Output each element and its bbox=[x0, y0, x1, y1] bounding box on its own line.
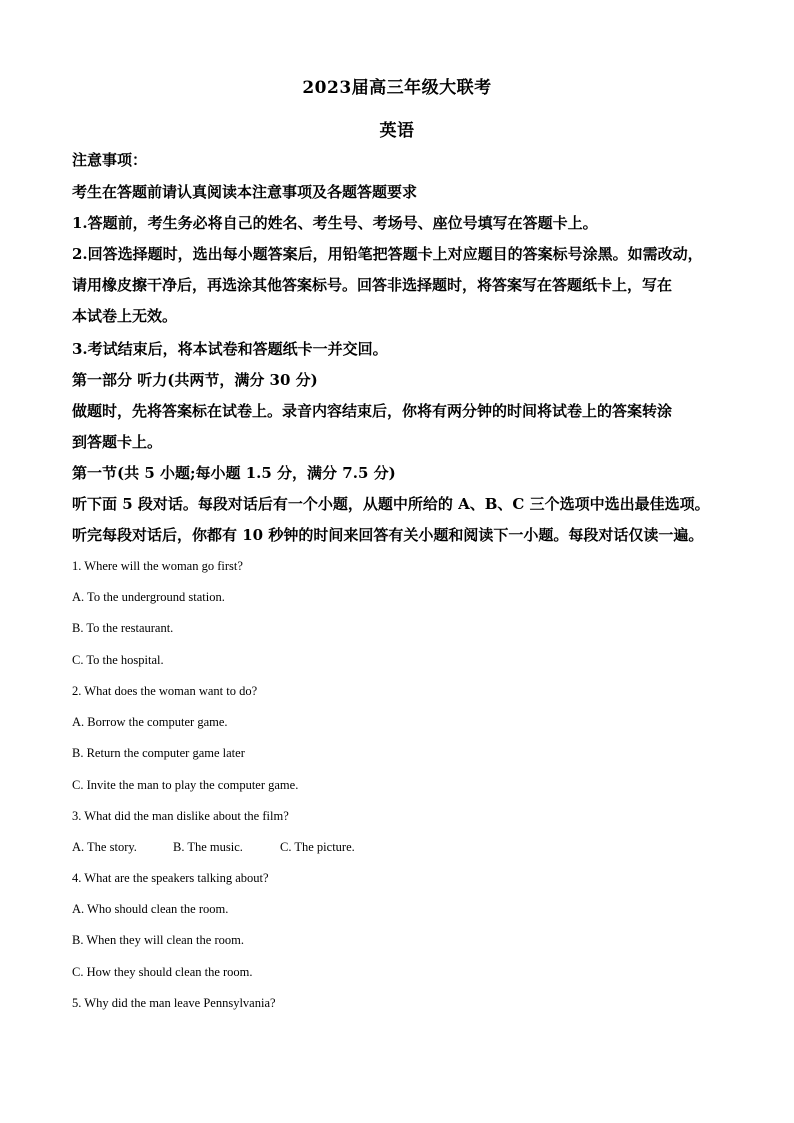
question-3-option-a: A. The story. bbox=[72, 840, 137, 854]
section1-instruction-line-1: 听下面 5 段对话。每段对话后有一个小题，从题中所给的 A、B、C 三个选项中选出最佳选项。 bbox=[72, 495, 710, 513]
notice-item-1: 1.答题前，考生务必将自己的姓名、考生号、考场号、座位号填写在答题卡上。 bbox=[72, 214, 598, 232]
question-4-stem: 4. What are the speakers talking about? bbox=[72, 871, 269, 885]
question-2-option-a: A. Borrow the computer game. bbox=[72, 715, 228, 729]
notice-heading: 注意事项： bbox=[72, 151, 148, 169]
question-4-option-a: A. Who should clean the room. bbox=[72, 902, 229, 916]
notice-item-2-line-1: 2.回答选择题时，选出每小题答案后，用铅笔把答题卡上对应题目的答案标号涂黑。如需改动， bbox=[72, 245, 703, 263]
question-3-stem: 3. What did the man dislike about the film? bbox=[72, 809, 289, 823]
section1-heading: 第一节(共 5 小题;每小题 1.5 分，满分 7.5 分) bbox=[72, 464, 396, 482]
question-2-stem: 2. What does the woman want to do? bbox=[72, 684, 258, 698]
notice-intro: 考生在答题前请认真阅读本注意事项及各题答题要求 bbox=[72, 183, 418, 201]
question-2-option-c: C. Invite the man to play the computer game. bbox=[72, 778, 299, 792]
notice-item-3: 3.考试结束后，将本试卷和答题纸卡一并交回。 bbox=[72, 340, 388, 358]
question-1-option-a: A. To the underground station. bbox=[72, 590, 225, 604]
exam-title: 2023届高三年级大联考 bbox=[302, 78, 492, 98]
notice-item-2-line-2: 请用橡皮擦干净后，再选涂其他答案标号。回答非选择题时，将答案写在答题纸卡上，写在 bbox=[72, 276, 673, 294]
question-1-option-c: C. To the hospital. bbox=[72, 653, 164, 667]
section1-instruction-line-2: 听完每段对话后，你都有 10 秒钟的时间来回答有关小题和阅读下一小题。每段对话仅读一遍。 bbox=[72, 526, 704, 544]
part1-instruction-line-1: 做题时，先将答案标在试卷上。录音内容结束后，你将有两分钟的时间将试卷上的答案转涂 bbox=[72, 402, 673, 420]
question-1-stem: 1. Where will the woman go first? bbox=[72, 559, 243, 573]
question-1-option-b: B. To the restaurant. bbox=[72, 621, 174, 635]
part1-heading: 第一部分 听力(共两节，满分 30 分) bbox=[72, 371, 318, 389]
question-4-option-c: C. How they should clean the room. bbox=[72, 965, 253, 979]
question-2-option-b: B. Return the computer game later bbox=[72, 746, 245, 760]
notice-item-2-line-3: 本试卷上无效。 bbox=[72, 307, 178, 325]
question-5-stem: 5. Why did the man leave Pennsylvania? bbox=[72, 996, 276, 1010]
question-3-option-b: B. The music. bbox=[173, 840, 243, 854]
question-4-option-b: B. When they will clean the room. bbox=[72, 933, 244, 947]
part1-instruction-line-2: 到答题卡上。 bbox=[72, 433, 163, 451]
question-3-option-c: C. The picture. bbox=[280, 840, 355, 854]
question-3-options bbox=[72, 839, 732, 855]
subject-title: 英语 bbox=[379, 121, 415, 141]
